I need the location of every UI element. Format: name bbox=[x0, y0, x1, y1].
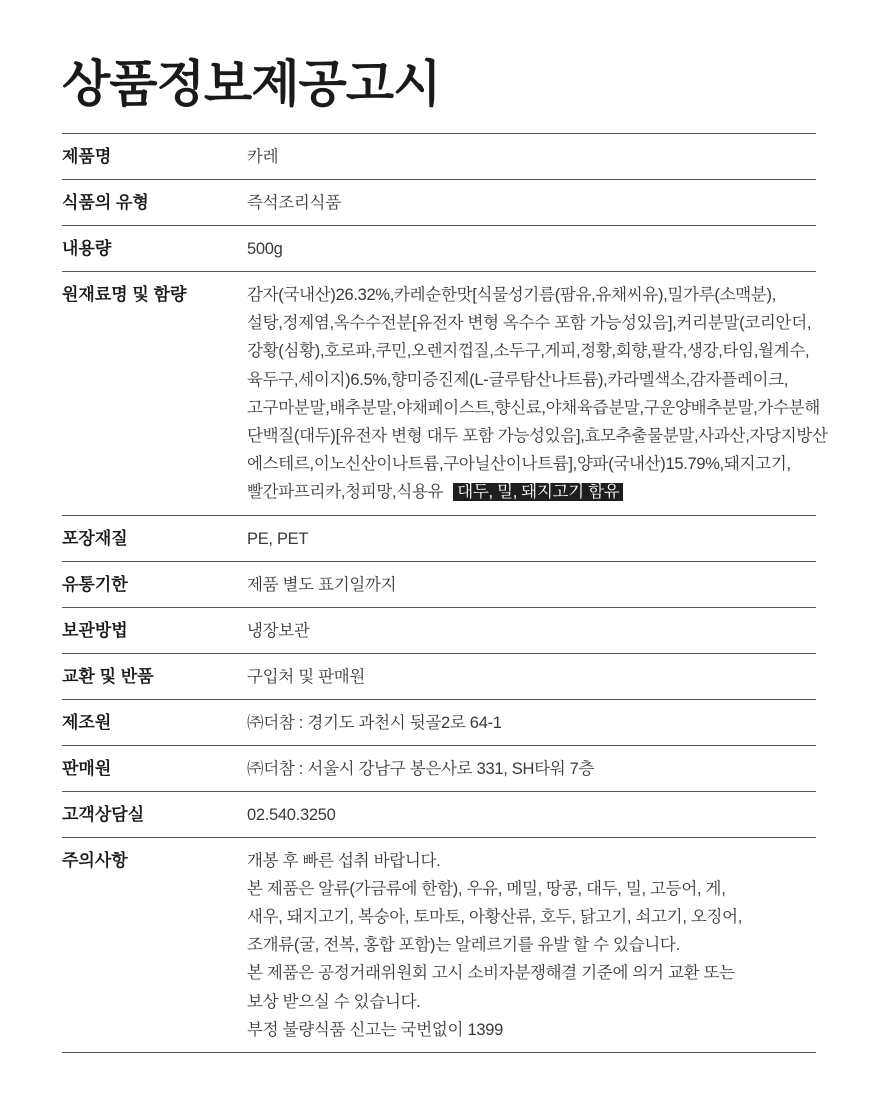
row-storage bbox=[62, 608, 816, 654]
allergen-badge: 대두, 밀, 돼지고기 함유 bbox=[453, 483, 623, 501]
ingredients-line: 단백질(대두)[유전자 변형 대두 포함 가능성있음],효모추출물분말,사과산,자당지방산 bbox=[247, 427, 828, 446]
content-value: 500g bbox=[247, 240, 283, 258]
caution-line: 본 제품은 알류(가금류에 한함), 우유, 메밀, 땅콩, 대두, 밀, 고등어, 게, bbox=[247, 879, 726, 898]
food-type-value: 즉석조리식품 bbox=[247, 194, 341, 212]
expiry-value: 제품 별도 표기일까지 bbox=[247, 575, 397, 594]
customer-service-label: 고객상담실 bbox=[62, 804, 145, 824]
storage-label: 보관방법 bbox=[62, 620, 128, 640]
row-packaging bbox=[62, 516, 816, 562]
caution-line: 개봉 후 빠른 섭취 바랍니다. bbox=[247, 851, 441, 870]
row-product-name bbox=[62, 134, 816, 180]
exchange-label: 교환 및 반품 bbox=[62, 666, 154, 686]
seller-label: 판매원 bbox=[62, 758, 112, 778]
ingredients-label: 원재료명 및 함량 bbox=[62, 285, 187, 304]
product-name-value: 카레 bbox=[247, 148, 279, 166]
packaging-label: 포장재질 bbox=[62, 528, 128, 548]
seller-value: ㈜더참 : 서울시 강남구 봉은사로 331, SH타워 7층 bbox=[247, 759, 595, 778]
caution-line: 새우, 돼지고기, 복숭아, 토마토, 아황산류, 호두, 닭고기, 쇠고기, 오징어, bbox=[247, 908, 743, 927]
ingredients-line: 설탕,정제염,옥수수전분[유전자 변형 옥수수 포함 가능성있음],커리분말(코리안더, bbox=[247, 314, 812, 333]
page-title: 상품정보제공고시 bbox=[62, 54, 441, 113]
caution-value bbox=[247, 838, 816, 1052]
info-table bbox=[62, 133, 828, 1053]
ingredients-line: 강황(심황),호로파,쿠민,오렌지껍질,소두구,게피,정황,회향,팔각,생강,타임,월계수, bbox=[247, 342, 810, 361]
expiry-label: 유통기한 bbox=[62, 574, 128, 594]
content-label: 내용량 bbox=[62, 239, 112, 258]
row-customer-service bbox=[62, 792, 816, 838]
row-manufacturer bbox=[62, 700, 816, 746]
ingredients-line: 고구마분말,배추분말,야채페이스트,향신료,야채육즙분말,구운양배추분말,가수분해 bbox=[247, 398, 821, 417]
manufacturer-label: 제조원 bbox=[62, 712, 112, 732]
ingredients-line: 에스테르,이노신산이나트륨,구아닐산이나트륨],양파(국내산)15.79%,돼지고기, bbox=[247, 455, 791, 474]
row-ingredients bbox=[62, 272, 828, 516]
exchange-value: 구입처 및 판매원 bbox=[247, 667, 366, 686]
ingredients-line: 육두구,세이지)6.5%,향미증진제(L-글루탐산나트륨),카라멜색소,감자플레이크, bbox=[247, 370, 789, 389]
storage-value: 냉장보관 bbox=[247, 621, 310, 640]
customer-service-phone: 02.540.3250 bbox=[247, 805, 336, 824]
product-name-label: 제품명 bbox=[62, 147, 112, 166]
caution-line: 본 제품은 공정거래위원회 고시 소비자분쟁해결 기준에 의거 교환 또는 bbox=[247, 964, 735, 983]
manufacturer-value: ㈜더참 : 경기도 과천시 뒷골2로 64-1 bbox=[247, 713, 502, 732]
food-type-label: 식품의 유형 bbox=[62, 193, 149, 212]
row-seller bbox=[62, 746, 816, 792]
ingredients-line: 빨간파프리카,청피망,식용유 bbox=[247, 483, 444, 502]
packaging-value: PE, PET bbox=[247, 529, 309, 548]
caution-line: 조개류(굴, 전복, 홍합 포함)는 알레르기를 유발 할 수 있습니다. bbox=[247, 936, 680, 955]
row-expiry bbox=[62, 562, 816, 608]
ingredients-line: 감자(국내산)26.32%,카레순한맛[식물성기름(팜유,유채씨유),밀가루(소맥분), bbox=[247, 286, 777, 304]
caution-line: 부정 불량식품 신고는 국번없이 1399 bbox=[247, 1020, 503, 1039]
row-caution bbox=[62, 838, 816, 1053]
row-food-type bbox=[62, 180, 816, 226]
caution-label: 주의사항 bbox=[62, 850, 128, 870]
row-content bbox=[62, 226, 816, 272]
ingredients-last-line bbox=[247, 478, 828, 506]
caution-line: 보상 받으실 수 있습니다. bbox=[247, 992, 421, 1011]
row-exchange bbox=[62, 654, 816, 700]
ingredients-value bbox=[247, 272, 828, 515]
